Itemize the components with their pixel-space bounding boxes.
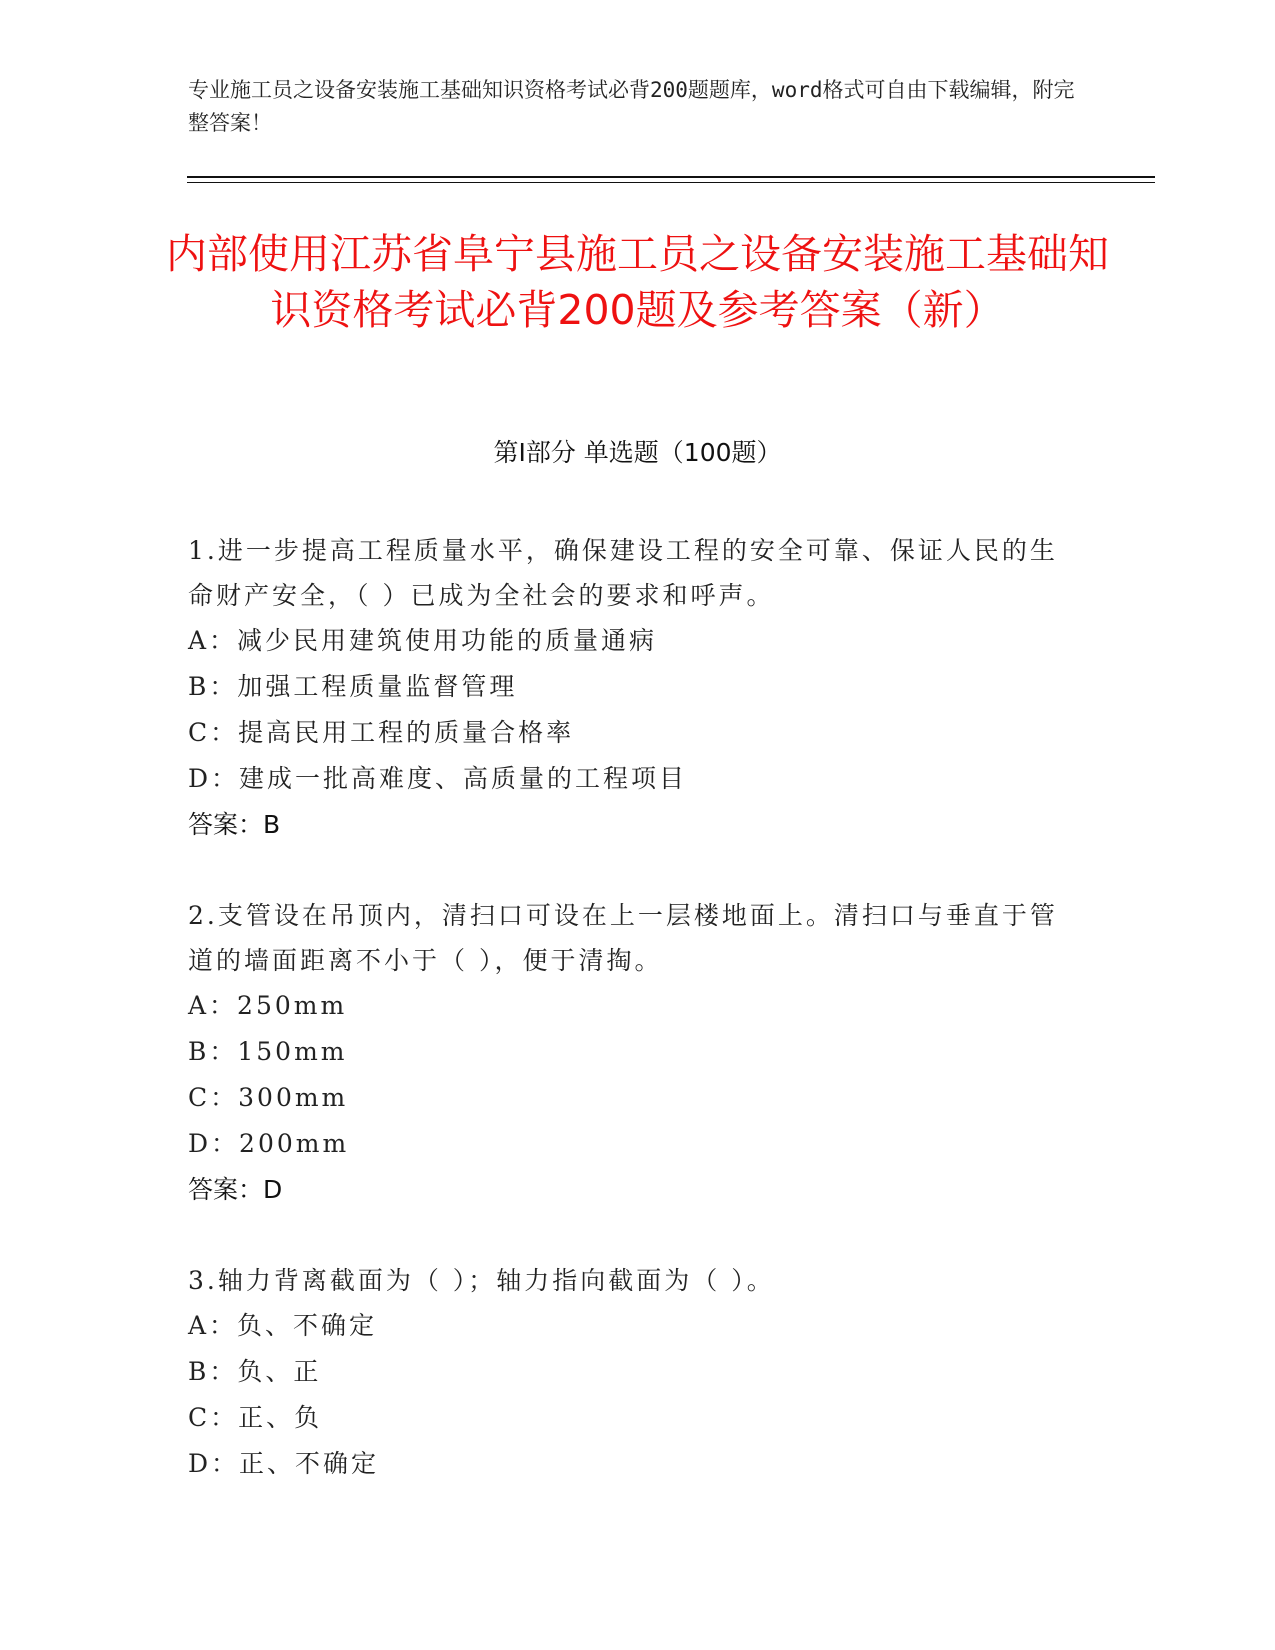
answer: 答案：D [188, 1175, 283, 1204]
option-a: A：250mm [188, 991, 348, 1020]
option-a: A：负、不确定 [188, 1311, 378, 1340]
option-c: C：正、负 [188, 1403, 323, 1432]
document-title: 内部使用江苏省阜宁县施工员之设备安装施工基础知识资格考试必背200题及参考答案（新） [166, 230, 1109, 334]
question-stem: 2.支管设在吊顶内，清扫口可设在上一层楼地面上。清扫口与垂直于管道的墙面距离不小于（ ），便于清掏。 [188, 901, 1058, 975]
option-c: C：提高民用工程的质量合格率 [188, 718, 575, 747]
question-1 [188, 528, 1068, 848]
option-b: B：加强工程质量监督管理 [188, 672, 518, 701]
header-note: 专业施工员之设备安装施工基础知识资格考试必背200题题库，word格式可自由下载编辑，附完整答案！ [188, 78, 1075, 135]
question-2 [188, 893, 1068, 1213]
option-d: D：正、不确定 [188, 1449, 380, 1478]
answer: 答案：B [188, 810, 281, 839]
option-b: B：150mm [188, 1037, 348, 1066]
section-heading: 第I部分 单选题（100题） [493, 438, 782, 467]
option-c: C：300mm [188, 1083, 349, 1112]
option-d: D：200mm [188, 1129, 350, 1158]
header-rule-thin [187, 182, 1155, 183]
option-a: A：减少民用建筑使用功能的质量通病 [188, 626, 658, 655]
question-stem: 1.进一步提高工程质量水平，确保建设工程的安全可靠、保证人民的生命财产安全，（ ）已成为全社会的要求和呼声。 [188, 536, 1058, 610]
question-stem: 3.轴力背离截面为（ ）；轴力指向截面为（ ）。 [188, 1266, 775, 1295]
question-3 [188, 1258, 1068, 1487]
option-b: B：负、正 [188, 1357, 322, 1386]
header-rule-thick [187, 176, 1155, 178]
question-list [188, 528, 1068, 1532]
option-d: D：建成一批高难度、高质量的工程项目 [188, 764, 688, 793]
